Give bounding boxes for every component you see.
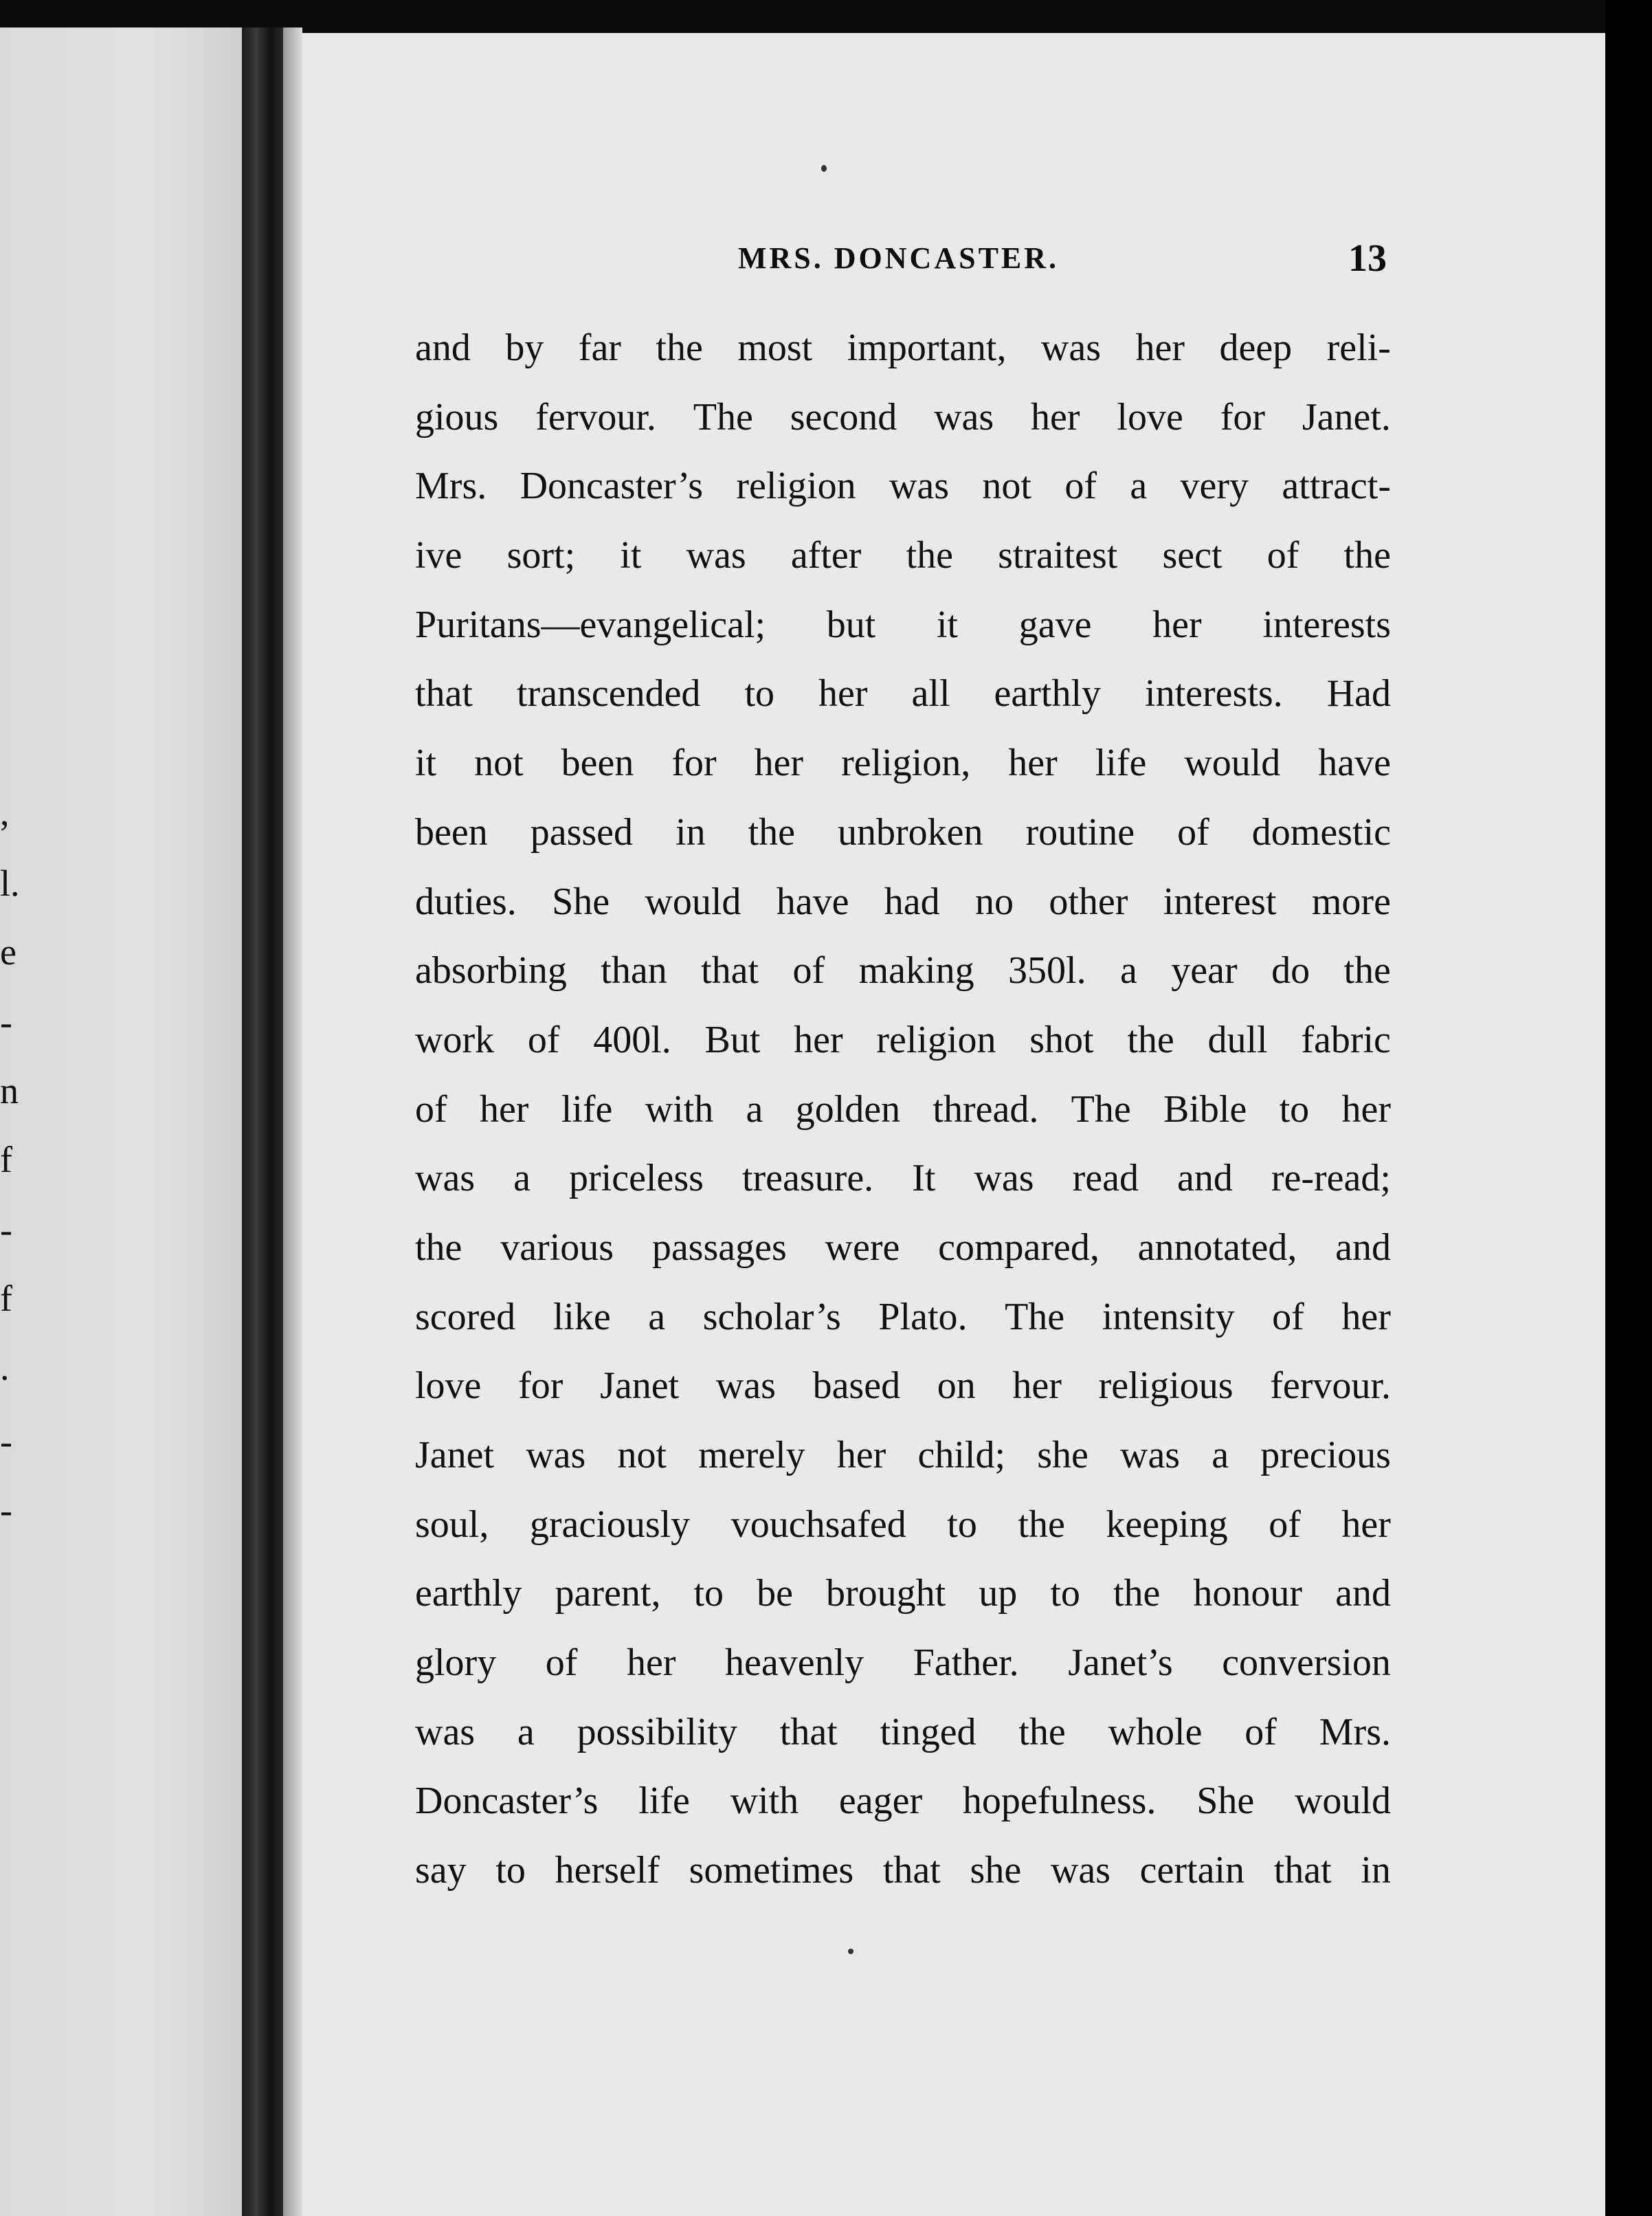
word: her [1135,326,1185,369]
word: fervour. [1270,1364,1391,1408]
word: in [676,810,706,854]
word: a [648,1295,666,1338]
word: with [730,1780,799,1823]
word: would [1184,742,1281,785]
word: do [1271,949,1310,993]
word: work [415,1018,495,1061]
word: reli- [1326,326,1391,369]
word: absorbing [415,949,567,993]
word: like [552,1295,611,1338]
word: 400l. [593,1018,671,1061]
text-line [415,1490,1391,1560]
word: her [1012,1364,1062,1408]
word: intensity [1102,1295,1235,1338]
word: a [1212,1434,1229,1476]
word: very [1180,465,1249,508]
previous-page-line-ending: - [0,1001,12,1043]
word: gious [415,395,499,439]
word: Janet’s [1068,1641,1173,1685]
text-line [415,936,1391,1006]
word: her [1341,1503,1391,1546]
word: a [1130,465,1148,508]
word: to [693,1572,724,1615]
word: glory [415,1641,497,1685]
word: not [982,465,1031,508]
text-line [415,452,1391,521]
word: no [974,880,1014,923]
word: was [1050,1849,1110,1892]
word: The [1071,1087,1131,1131]
word: of [1177,810,1209,854]
word: annotated, [1137,1226,1297,1269]
word: keeping [1106,1503,1228,1546]
text-line [415,1766,1391,1836]
word: of [545,1641,578,1685]
print-speck [848,1949,853,1954]
word: had [884,880,940,923]
word: been [415,810,488,854]
word: fabric [1301,1018,1391,1061]
word: unbroken [838,810,983,854]
word: it [620,534,642,577]
word: whole [1108,1710,1203,1753]
word: all [911,672,950,716]
word: golden [795,1087,901,1131]
word: Plato. [878,1295,968,1338]
word: love [415,1364,482,1408]
word: It [912,1157,936,1200]
word: her [626,1641,676,1685]
word: it [415,742,437,785]
previous-page-line-ending: n [0,1070,19,1111]
word: interests [1262,603,1391,646]
word: sometimes [689,1849,854,1892]
word: compared, [938,1226,1100,1269]
word: other [1049,880,1128,923]
previous-page-line-ending: f [0,1139,12,1180]
previous-page-line-ending: e [0,931,16,973]
word: not [617,1434,667,1476]
word: Mrs. [1319,1710,1391,1753]
word: heavenly [725,1641,864,1685]
word: was [686,534,746,577]
word: that [1273,1849,1332,1892]
word: shot [1029,1018,1094,1061]
word: was [526,1434,586,1476]
word: duties. [415,880,517,923]
word: 350l. [1008,949,1086,993]
word: her [1341,1295,1391,1338]
word: Janet. [1302,395,1391,439]
scan-border [1605,0,1652,2216]
text-line [415,521,1391,590]
word: graciously [529,1503,691,1546]
word: have [776,880,849,923]
word: of [1269,1503,1301,1546]
word: her [1341,1087,1391,1131]
word: religious [1098,1364,1234,1408]
word: that [882,1849,941,1892]
word: have [1318,742,1391,785]
word: a [1120,949,1137,993]
word: conversion [1222,1641,1391,1685]
word: to [495,1849,526,1892]
word: and [415,326,471,369]
word: transcended [517,672,701,716]
word: the [1018,1503,1065,1546]
word: for [1220,395,1265,439]
word: interest [1163,880,1277,923]
word: far [578,326,621,369]
text-line [415,383,1391,452]
word: say [415,1849,467,1892]
word: her [794,1018,843,1061]
word: after [790,534,862,577]
text-line [415,1075,1391,1144]
word: deep [1219,326,1293,369]
word: sort; [506,534,576,577]
word: vouchsafed [730,1503,906,1546]
word: that [415,672,473,716]
word: merely [698,1434,805,1476]
word: the [1343,949,1391,993]
word: gave [1018,603,1092,646]
word: She [552,880,610,923]
text-line [415,867,1391,937]
word: life [561,1087,613,1131]
word: earthly [415,1572,522,1615]
word: religion [736,465,856,508]
gutter-shadow [283,27,302,2216]
word: religion [876,1018,996,1061]
word: her [479,1087,529,1131]
word: up [979,1572,1018,1615]
text-line [415,1283,1391,1352]
word: to [1279,1087,1310,1131]
word: re-read; [1271,1157,1391,1200]
word: making [858,949,974,993]
word: by [505,326,544,369]
word: love [1117,395,1183,439]
word: Doncaster’s [520,465,704,508]
word: her [1008,742,1058,785]
word: was [1040,326,1102,369]
page-number: 13 [1348,237,1387,280]
word: the [1113,1572,1161,1615]
word: routine [1025,810,1135,854]
word: of [1244,1710,1277,1753]
word: of [415,1087,447,1131]
word: for [671,742,717,785]
text-line [415,1559,1391,1628]
word: brought [826,1572,946,1615]
word: second [790,395,897,439]
word: parent, [555,1572,661,1615]
word: but [826,603,876,646]
word: The [693,395,753,439]
text-line [415,590,1391,660]
word: to [1050,1572,1080,1615]
word: Janet [600,1364,680,1408]
word: read [1072,1157,1139,1200]
word: of [792,949,825,993]
previous-page-line-ending: - [0,1421,12,1462]
text-line [415,1213,1391,1283]
word: of [1266,534,1299,577]
text-line [415,1421,1391,1490]
previous-page-fragment [0,27,242,2216]
running-head: MRS. DONCASTER. [738,241,1060,275]
text-line [415,1836,1391,1905]
word: thread. [933,1087,1039,1131]
word: more [1311,880,1391,923]
word: been [561,742,634,785]
word: not [474,742,524,785]
word: her [836,1434,886,1476]
print-speck [821,165,827,172]
word: certain [1139,1849,1244,1892]
word: Doncaster’s [415,1780,599,1823]
word: were [825,1226,900,1269]
word: the [1343,534,1391,577]
word: and [1176,1157,1233,1200]
text-line [415,313,1391,383]
word: the [906,534,953,577]
word: hopefulness. [962,1780,1157,1823]
word: honour [1193,1572,1303,1615]
word: a [746,1087,763,1131]
word: the [1018,1710,1066,1753]
word: on [937,1364,976,1408]
word: She [1196,1780,1255,1823]
word: would [645,880,741,923]
word: Bible [1163,1087,1247,1131]
previous-page-line-endings [0,27,242,2216]
text-line [415,729,1391,798]
word: the [1127,1018,1174,1061]
word: to [744,672,774,716]
word: was [415,1710,476,1753]
word: Mrs. [415,465,487,508]
word: The [1005,1295,1065,1338]
word: the [748,810,795,854]
text-line [415,1144,1391,1213]
word: earthly [994,672,1102,716]
word: year [1171,949,1238,993]
word: tinged [880,1710,976,1753]
word: the [656,326,703,369]
word: eager [838,1780,923,1823]
word: important, [847,326,1007,369]
previous-page-line-ending: - [0,1489,12,1531]
word: soul, [415,1503,489,1546]
word: her [818,672,868,716]
word: of [527,1018,560,1061]
word: straitest [998,534,1118,577]
text-line [415,1628,1391,1698]
word: the [415,1226,462,1269]
word: was [1120,1434,1181,1476]
word: possibility [577,1710,737,1753]
word: Puritans—evangelical; [415,603,766,646]
word: her [1031,395,1080,439]
word: scholar’s [702,1295,841,1338]
word: passages [651,1226,787,1269]
word: was [889,465,950,508]
word: priceless [569,1157,704,1200]
word: based [812,1364,901,1408]
word: a [513,1157,531,1200]
word: and [1335,1226,1391,1269]
word: religion, [841,742,971,785]
word: of [1272,1295,1304,1338]
previous-page-line-ending: , [0,792,10,833]
word: most [737,326,813,369]
book-gutter [242,27,283,2216]
word: Had [1326,672,1391,716]
word: she [1037,1434,1089,1476]
word: her [754,742,804,785]
word: was [974,1157,1034,1200]
word: Father. [913,1641,1019,1685]
word: treasure. [741,1157,874,1200]
word: be [757,1572,793,1615]
word: life [638,1780,690,1823]
word: in [1361,1849,1391,1892]
word: and [1335,1572,1391,1615]
word: was [415,1157,476,1200]
word: life [1095,742,1147,785]
word: it [936,603,959,646]
word: various [500,1226,614,1269]
word: was [715,1364,776,1408]
word: would [1294,1780,1391,1823]
previous-page-line-ending: . [0,1347,10,1388]
word: that [779,1710,838,1753]
word: of [1064,465,1097,508]
word: fervour. [535,395,656,439]
word: her [1152,603,1202,646]
word: that [701,949,759,993]
word: domestic [1251,810,1391,854]
text-line [415,798,1391,867]
word: to [947,1503,977,1546]
page-body-text [415,313,1391,1905]
word: sect [1162,534,1223,577]
word: dull [1207,1018,1268,1061]
previous-page-line-ending: l. [0,863,20,904]
word: passed [530,810,634,854]
word: Janet [415,1434,495,1476]
word: a [517,1710,535,1753]
word: was [934,395,994,439]
text-line [415,1006,1391,1075]
word: she [970,1849,1022,1892]
text-line [415,1351,1391,1421]
previous-page-line-ending: f [0,1278,12,1319]
word: interests. [1145,672,1283,716]
word: attract- [1282,465,1391,508]
word: than [601,949,667,993]
word: child; [917,1434,1006,1476]
word: But [704,1018,761,1061]
previous-page-line-ending: - [0,1209,12,1250]
word: precious [1260,1434,1391,1476]
word: ive [415,534,462,577]
text-line [415,1698,1391,1767]
word: for [518,1364,563,1408]
word: scored [415,1295,516,1338]
word: herself [555,1849,660,1892]
word: with [645,1087,714,1131]
text-line [415,659,1391,729]
